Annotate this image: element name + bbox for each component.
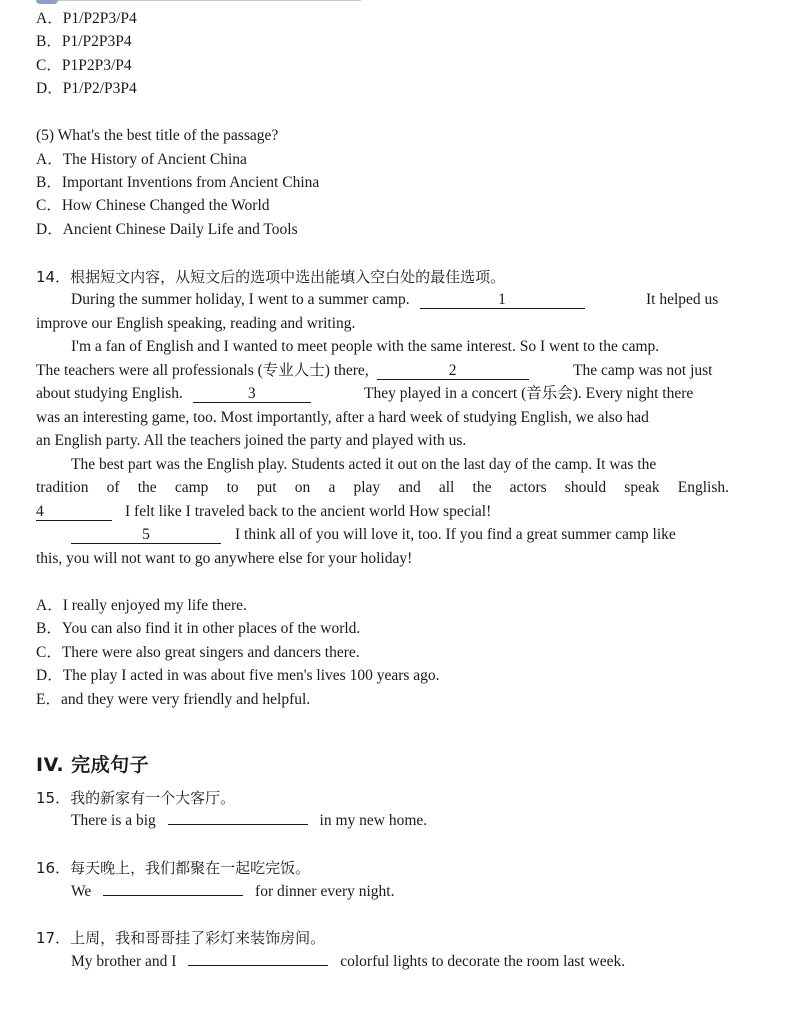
passage-text: improve our English speaking, reading and writing.	[36, 315, 356, 332]
q15-prefix: There is a big	[71, 812, 156, 829]
passage-text: I felt like I traveled back to the ancient world How special!	[125, 503, 492, 520]
q5-option-d[interactable]: D．Ancient Chinese Daily Life and Tools	[36, 221, 298, 238]
blank-3[interactable]: 3	[193, 386, 311, 403]
q4-option-a[interactable]: A．P1/P2P3/P4	[36, 10, 137, 27]
q15-chinese: 15．我的新家有一个大客厅。	[36, 789, 236, 807]
q5-option-c[interactable]: C．How Chinese Changed the World	[36, 197, 270, 214]
passage-text: During the summer holiday, I went to a summer camp.	[71, 291, 410, 308]
passage-text: They played in a concert (音乐会). Every night there	[364, 385, 694, 402]
q15-answer-blank[interactable]	[168, 824, 308, 825]
passage-text: The best part was the English play. Students acted it out on the last day of the camp. It was the	[71, 456, 657, 473]
q4-option-d[interactable]: D．P1/P2/P3P4	[36, 80, 137, 97]
top-mark-icon	[36, 0, 58, 4]
q15-suffix: in my new home.	[319, 812, 428, 829]
q5-stem: (5) What's the best title of the passage?	[36, 127, 279, 144]
passage-text: tradition of the camp to put on a play and all the actors should speak English.	[36, 479, 729, 496]
q16-chinese: 16．每天晚上，我们都聚在一起吃完饭。	[36, 859, 311, 877]
q14-option-c[interactable]: C．There were also great singers and dancers there.	[36, 644, 360, 661]
blank-4[interactable]: 4	[36, 504, 112, 521]
top-divider	[36, 0, 361, 1]
passage-line	[71, 525, 221, 545]
passage-text: an English party. All the teachers joined the party and played with us.	[36, 432, 467, 449]
passage-text: this, you will not want to go anywhere else for your holiday!	[36, 550, 413, 567]
q16-answer-blank[interactable]	[103, 895, 243, 896]
passage-text: The teachers were all professionals (专业人士) there,	[36, 362, 369, 379]
passage-line	[36, 478, 729, 498]
q14-option-a[interactable]: A．I really enjoyed my life there.	[36, 597, 247, 614]
passage-line	[36, 384, 311, 404]
q14-option-d[interactable]: D．The play I acted in was about five men's lives 100 years ago.	[36, 667, 440, 684]
passage-text: The camp was not just	[573, 362, 713, 379]
passage-text: about studying English.	[36, 385, 183, 402]
q4-option-c[interactable]: C．P1P2P3/P4	[36, 57, 132, 74]
q15-sentence	[71, 811, 427, 831]
q5-option-b[interactable]: B．Important Inventions from Ancient China	[36, 174, 320, 191]
q4-option-b[interactable]: B．P1/P2P3P4	[36, 33, 132, 50]
q17-prefix: My brother and I	[71, 953, 177, 970]
q16-suffix: for dinner every night.	[255, 883, 395, 900]
passage-text: I think all of you will love it, too. If you find a great summer camp like	[235, 526, 676, 543]
blank-5[interactable]: 5	[71, 527, 221, 544]
q5-option-a[interactable]: A．The History of Ancient China	[36, 151, 247, 168]
passage-line	[71, 290, 585, 310]
q16-sentence	[71, 882, 395, 902]
q16-prefix: We	[71, 883, 92, 900]
q17-suffix: colorful lights to decorate the room last week.	[340, 953, 626, 970]
q17-sentence	[71, 952, 625, 972]
q14-option-b[interactable]: B．You can also find it in other places of the world.	[36, 620, 361, 637]
section-title: IV. 完成句子	[36, 754, 150, 776]
passage-text: was an interesting game, too. Most importantly, after a hard week of studying English, we also had	[36, 409, 649, 426]
q14-option-e[interactable]: E．and they were very friendly and helpful.	[36, 691, 311, 708]
passage-text: It helped us	[646, 291, 719, 308]
q17-chinese: 17．上周，我和哥哥挂了彩灯来装饰房间。	[36, 929, 326, 947]
passage-line	[36, 361, 529, 381]
blank-1[interactable]: 1	[420, 292, 585, 309]
passage-text: I'm a fan of English and I wanted to meet people with the same interest. So I went to the camp.	[71, 338, 660, 355]
q14-stem: 14．根据短文内容，从短文后的选项中选出能填入空白处的最佳选项。	[36, 268, 506, 286]
blank-2[interactable]: 2	[377, 363, 529, 380]
q17-answer-blank[interactable]	[188, 965, 328, 966]
passage-line	[36, 502, 112, 522]
